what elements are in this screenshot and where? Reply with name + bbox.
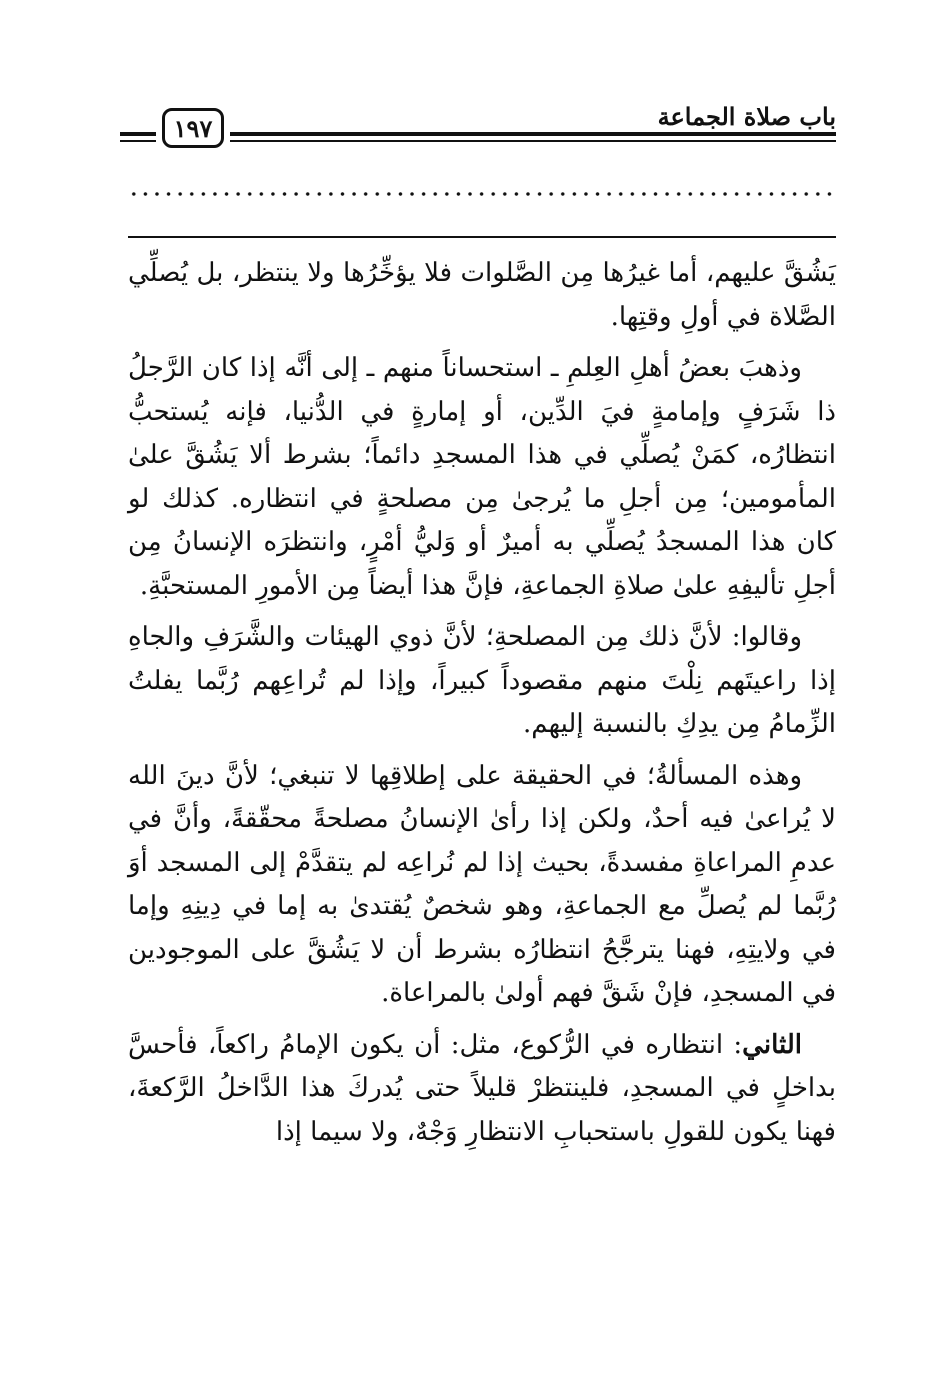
- chapter-title: باب صلاة الجماعة: [657, 102, 836, 131]
- header-rule-thin: [230, 140, 836, 142]
- paragraph-3: وقالوا: لأنَّ ذلك مِن المصلحةِ؛ لأنَّ ذوي الهيئات والشَّرَفِ والجاهِ إذا راعيتَهم نِلْتَ منهم مقصوداً كبيراً، وإذا لم تُراعِهم رُبَّما يفلتُ الزِّمامُ مِن يدِكِ بالنسبة إليهم.: [128, 622, 836, 739]
- paragraph-5-label: الثاني: [742, 1029, 802, 1060]
- paragraph-5: [128, 1024, 836, 1155]
- paragraph-2: وذهبَ بعضُ أهلِ العِلمِ ـ استحساناً منهم ـ إلى أنَّه إذا كان الرَّجلُ ذا شَرَفٍ وإمامةٍ فيَ الدِّين، أو إمارةٍ في الدُّنيا، فإنه يُستحبُّ انتظارُه، كمَنْ يُصلِّي في هذا المسجدِ دائماً؛ بشرط ألا يَشُقَّ علىٰ المأمومين؛ مِن أجلِ ما يُرجىٰ مِن مصلحةٍ في انتظاره. كذلك لو كان هذا المسجدُ يُصلِّي به أميرٌ أو وَليُّ أمْرٍ، وانتظرَه الإنسانُ مِن أجلِ تأليفِهِ علىٰ صلاةِ الجماعةِ، فإنَّ هذا أيضاً مِن الأمورِ المستحبَّةِ.: [128, 353, 836, 601]
- header-rule-thick: [230, 132, 836, 136]
- page-number: ١٩٧: [162, 108, 224, 148]
- paragraph-4: وهذه المسألةُ؛ في الحقيقة على إطلاقِها لا تنبغي؛ لأنَّ دينَ الله لا يُراعىٰ فيه أحدٌ، ولكن إذا رأىٰ الإنسانُ مصلحةً محقّقةً، وأنَّ في عدمِ المراعاةِ مفسدةً، بحيث إذا لم نُراعِه لم يتقدَّمْ إلى المسجد أوَ رُبَّما لم يُصلِّ مع الجماعةِ، وهو شخصٌ يُقتدىٰ به إما في دِينِهِ وإما في ولايتِهِ، فهنا يترجَّحُ انتظارُه بشرط أن لا يَشُقَّ على الموجودين في المسجدِ، فإنْ شَقَّ فهم أولىٰ بالمراعاة.: [128, 760, 836, 1008]
- page-body: [128, 252, 836, 1162]
- paragraph-1: يَشُقَّ عليهم، أما غيرُها مِن الصَّلوات فلا يؤخِّرُها ولا ينتظر، بل يُصلِّي الصَّلاة في أولِ وقتِها.: [128, 258, 836, 332]
- text-separator-line: [128, 236, 836, 238]
- header-rule-left-thick: [120, 132, 156, 136]
- dotted-divider: [128, 186, 836, 202]
- paragraph-5-text: : انتظاره في الرُّكوع، مثل: أن يكون الإمامُ راكعاً، فأحسَّ بداخلٍ في المسجدِ، فلينتظرْ قليلاً حتى يُدركَ هذا الدَّاخلُ الرَّكعةَ، فهنا يكون للقولِ باستحبابِ الانتظارِ وَجْهٌ، ولا سيما إذا: [128, 1029, 836, 1147]
- page-header: [120, 100, 836, 160]
- header-rule-left-thin: [120, 140, 156, 142]
